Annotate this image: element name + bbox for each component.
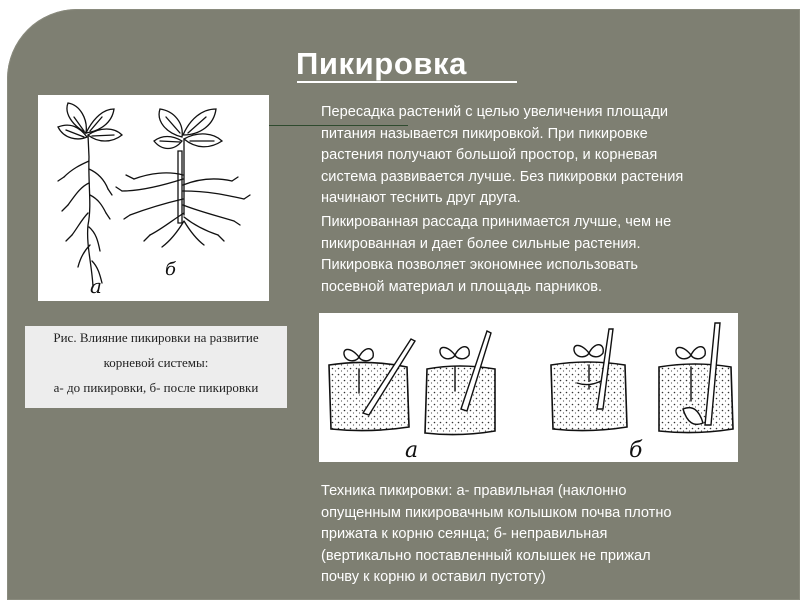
- figure-pricking-technique: [319, 313, 738, 462]
- paragraph-2: [321, 212, 671, 298]
- title-underline: [297, 81, 517, 83]
- paragraph-1-line: питания называется пикировкой. При пикировке: [321, 125, 648, 142]
- technique-line: прижата к корню сеянца; б- неправильная: [321, 526, 608, 542]
- paragraph-1-line: растения получают большой простор, и корневая: [321, 147, 658, 163]
- figure-2-label-a: а: [405, 438, 419, 462]
- technique-line: (вертикально поставленный колышек не прижал: [321, 547, 651, 564]
- paragraph-2-line: Пикировка позволяет экономнее использовать: [321, 257, 639, 273]
- paragraph-1: [321, 102, 683, 210]
- technique-paragraph: [321, 481, 672, 589]
- caption-line-2: корневой системы:: [103, 355, 209, 370]
- figure-1-label-a: а: [90, 274, 102, 298]
- paragraph-2-line: пикированная и дает более сильные растения.: [321, 235, 641, 252]
- caption-line-1: Рис. Влияние пикировки на развитие: [53, 330, 259, 345]
- caption-line-3: а- до пикировки, б- после пикировки: [53, 380, 259, 395]
- technique-line: опущенным пикировачным колышком почва плотно: [321, 504, 672, 521]
- paragraph-1-line: начинают теснить друг друга.: [321, 190, 521, 206]
- figure-root-systems: [38, 95, 269, 301]
- paragraph-2-line: Пикированная рассада принимается лучше, чем не: [321, 214, 672, 230]
- figure-caption: [25, 326, 287, 408]
- paragraph-2-line: посевной материал и площадь парников.: [321, 278, 603, 295]
- technique-line: Техника пикировки: а- правильная (наклонно: [321, 483, 627, 499]
- pricking-technique-drawing: [319, 313, 738, 462]
- paragraph-1-line: система развивается лучше. Без пикировки растения: [321, 168, 684, 185]
- technique-line: почву к корню и оставил пустоту): [321, 569, 546, 585]
- root-system-drawing: [38, 95, 269, 301]
- figure-1-label-b: б: [165, 259, 176, 280]
- slide-title: Пикировка: [296, 46, 467, 81]
- paragraph-1-line: Пересадка растений с целью увеличения площади: [321, 104, 669, 120]
- figure-2-label-b: б: [629, 438, 643, 462]
